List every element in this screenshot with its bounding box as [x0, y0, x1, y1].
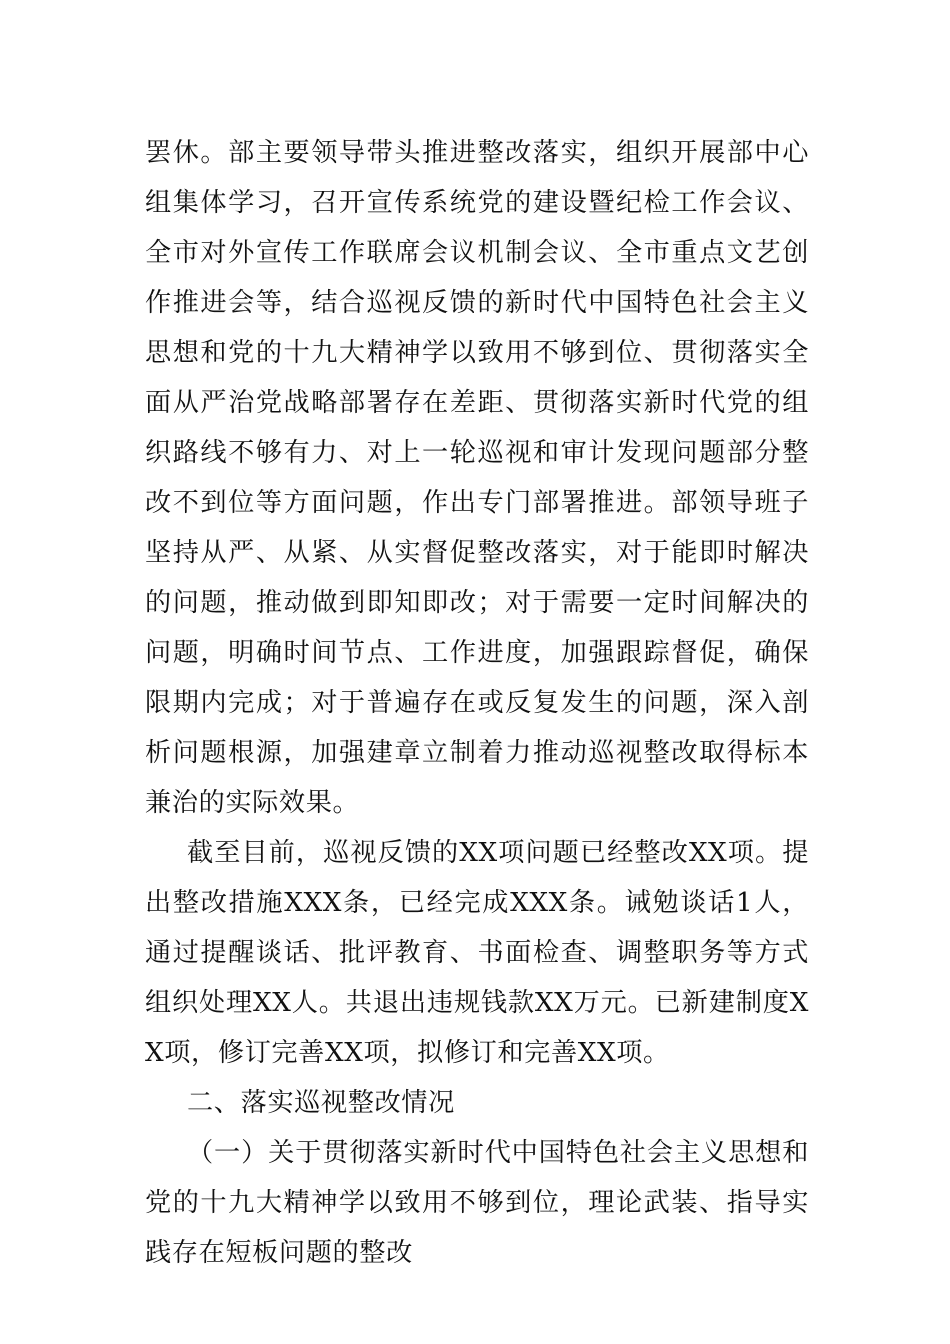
section-heading: 二、落实巡视整改情况: [187, 1088, 455, 1118]
subsection-heading: （一）关于贯彻落实新时代中国特色社会主义思想和党的十九大精神学以致用不够到位，理论武装、指导实践存在短板问题的整改: [145, 1138, 809, 1268]
paragraph-rectification-overview: 罢休。部主要领导带头推进整改落实，组织开展部中心组集体学习，召开宣传系统党的建设暨纪检工作会议、全市对外宣传工作联席会议机制会议、全市重点文艺创作推进会等，结合巡视反馈的新时代中国特色社会主义思想和党的十九大精神学以致用不够到位、贯彻落实全面从严治党战略部署存在差距、贯彻落实新时代党的组织路线不够有力、对上一轮巡视和审计发现问题部分整改不到位等方面问题，作出专门部署推进。部领导班子坚持从严、从紧、从实督促整改落实，对于能即时解决的问题，推动做到即知即改；对于需要一定时间解决的问题，明确时间节点、工作进度，加强跟踪督促，确保限期内完成；对于普遍存在或反复发生的问题，深入剖析问题根源，加强建章立制着力推动巡视整改取得标本兼治的实际效果。: [145, 138, 809, 818]
paragraph-rectification-statistics: 截至目前，巡视反馈的XX项问题已经整改XX项。提出整改措施XXX条，已经完成XXX条。诫勉谈话1人，通过提醒谈话、批评教育、书面检查、调整职务等方式组织处理XX人。共退出违规钱款XX万元。已新建制度XX项，修订完善XX项，拟修订和完善XX项。: [145, 838, 809, 1068]
document-body: [145, 128, 809, 1278]
